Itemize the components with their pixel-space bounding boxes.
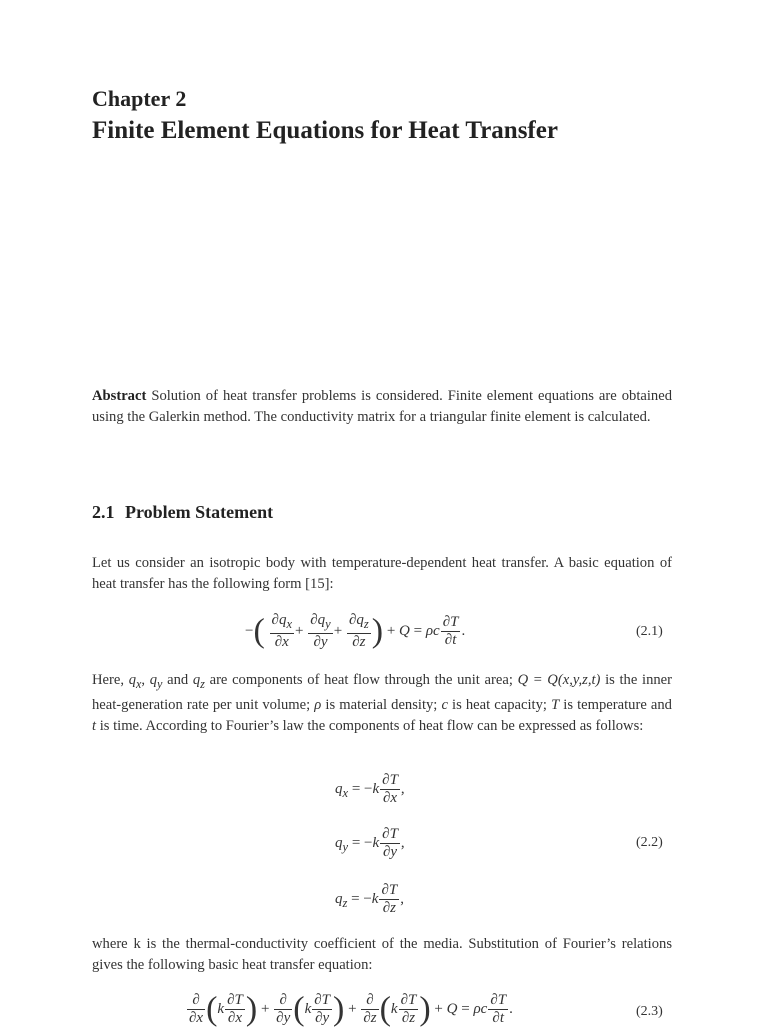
- equation-number-2-3: (2.3): [636, 1004, 663, 1019]
- equation-2-2-qx: $q_x = -k$ $\frac{\partial T}{\partial x}$ ,: [335, 772, 405, 806]
- equation-2-1: −( $\frac{\partial q_x}{\partial x}$ + $\frac{\partial q_y}{\partial y}$ + $\frac{\partial q_z}{\partial z}$ ) + Q = ρc $\frac{\partial T}{\partial t}$ .: [245, 612, 466, 650]
- section-title: Problem Statement: [125, 502, 274, 522]
- abstract-text: Solution of heat transfer problems is considered. Finite element equations are obtained using the Galerkin method. The conductivity matrix for a triangular finite element is calculated.: [92, 388, 673, 425]
- section-number: 2.1: [92, 502, 115, 522]
- abstract: [92, 386, 672, 428]
- equation-number-2-2: (2.2): [636, 835, 663, 850]
- chapter-title: Finite Element Equations for Heat Transfer: [92, 117, 558, 144]
- equation-2-2-qy: $q_y = -k$ $\frac{\partial T}{\partial y}$ ,: [335, 826, 405, 860]
- equation-2-3: $\frac{\partial}{\partial x}$ (k $\frac{\partial T}{\partial x}$ ) + $\frac{\partial}{\partial y}$ (k $\frac{\partial T}{\partial y}$ ) + $\frac{\partial}{\partial z}$ (k $\frac{\partial T}{\partial z}$ ) + Q = ρc $\frac{\partial T}{\partial t}$ .: [189, 990, 513, 1028]
- paragraph-definitions: Here, $q_x$, $q_y$ and $q_z$ are components of heat flow through the unit area; Q = Q(x,y,z,t) is the inner heat-generation rate per unit volume; ρ is material density; c is heat capacity; T is temperature and t is time. According to Fourier’s law the components of heat flow can be expressed as follows:: [92, 672, 672, 734]
- section-heading: [92, 502, 273, 523]
- paragraph-intro: Let us consider an isotropic body with temperature-dependent heat transfer. A basic equation of heat transfer has the following form [15]:: [92, 555, 672, 592]
- paragraph-substitution: where k is the thermal-conductivity coefficient of the media. Substitution of Fourier’s relations gives the following basic heat transfer equation:: [92, 936, 672, 973]
- abstract-label: Abstract: [92, 388, 147, 404]
- chapter-label: Chapter 2: [92, 86, 187, 111]
- equation-2-2-qz: $q_z = -k$ $\frac{\partial T}{\partial z}$ ,: [335, 882, 404, 916]
- equation-number-2-1: (2.1): [636, 624, 663, 639]
